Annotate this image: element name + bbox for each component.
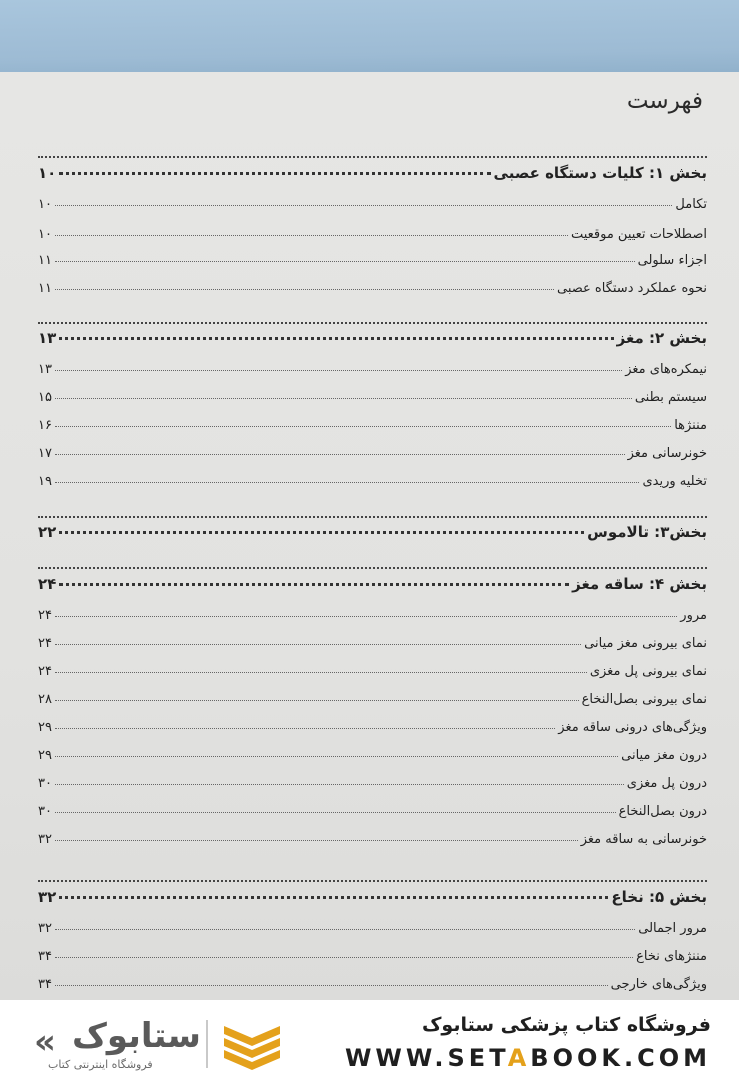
book-stack-icon [220,1018,284,1070]
toc-page-number: ۳۴ [38,977,52,992]
toc-entry[interactable] [38,281,707,296]
store-footer [0,1000,739,1080]
dot-leader [55,928,635,930]
logo-chevron-icon: « [34,1022,56,1062]
toc-entry[interactable] [38,720,707,735]
url-accent-letter: A [507,1044,531,1072]
toc-entry-label: بخش ۱: کلیات دستگاه عصبی [493,164,707,182]
dot-leader [55,288,554,290]
toc-entry[interactable] [38,949,707,964]
dot-leader [55,699,579,701]
toc-entry[interactable] [38,776,707,791]
dot-leader [55,481,640,483]
url-prefix: WWW.SET [344,1044,508,1072]
toc-entry[interactable] [38,474,707,489]
toc-entry[interactable] [38,921,707,936]
section-separator [38,880,707,882]
toc-entry[interactable] [38,977,707,992]
dot-leader [55,234,568,236]
dot-leader [59,171,490,175]
toc-entry-label: درون مغز میانی [621,748,707,763]
dot-leader [55,755,618,757]
toc-page-number: ۱۳ [38,362,52,377]
table-of-contents-page [0,72,739,1000]
toc-entry[interactable] [38,362,707,377]
toc-entry-label: مننژها [674,418,707,433]
toc-entry-label: خونرسانی به ساقه مغز [580,832,707,847]
dot-leader [55,397,632,399]
toc-entry-label: اجزاء سلولی [637,253,707,268]
dot-leader [55,369,622,371]
toc-section-entry[interactable] [38,164,707,182]
section-separator [38,516,707,518]
toc-entry[interactable] [38,390,707,405]
toc-entry-label: بخش ۴: ساقه مغز [572,575,707,593]
dot-leader [59,336,613,340]
toc-entry[interactable] [38,692,707,707]
toc-entry[interactable] [38,418,707,433]
dot-leader [55,260,635,262]
toc-page-number: ۱۳ [38,329,57,347]
section-separator [38,322,707,324]
toc-page-number: ۳۰ [38,776,52,791]
dot-leader [55,425,671,427]
toc-list [0,72,739,1000]
dot-leader [55,783,624,785]
dot-leader [59,895,608,899]
toc-section-entry[interactable] [38,329,707,347]
toc-page-number: ۲۴ [38,636,52,651]
section-separator [38,567,707,569]
toc-page-number: ۲۸ [38,692,52,707]
toc-page-number: ۱۹ [38,474,52,489]
dot-leader [55,204,672,206]
toc-page-number: ۲۴ [38,608,52,623]
dot-leader [55,956,633,958]
toc-page-number: ۳۲ [38,888,57,906]
toc-entry[interactable] [38,636,707,651]
dot-leader [55,453,625,455]
toc-page-number: ۲۲ [38,523,57,541]
toc-entry[interactable] [38,446,707,461]
toc-entry-label: بخش ۲: مغز [616,329,707,347]
toc-page-number: ۳۲ [38,832,52,847]
toc-entry[interactable] [38,664,707,679]
toc-page-number: ۱۰ [38,164,57,182]
store-url[interactable] [345,1044,711,1072]
dot-leader [55,727,555,729]
toc-entry-label: بخش ۵: نخاع [611,888,707,906]
toc-entry-label: نحوه عملکرد دستگاه عصبی [557,281,707,296]
toc-entry[interactable] [38,608,707,623]
toc-page-number: ۱۶ [38,418,52,433]
toc-entry-label: درون بصل‌النخاع [618,804,707,819]
toc-page-number: ۲۴ [38,575,57,593]
toc-page-number: ۱۵ [38,390,52,405]
setabook-logo [34,1016,204,1072]
dot-leader [55,984,608,986]
dot-leader [55,811,616,813]
store-name: فروشگاه کتاب پزشکی ستابوک [421,1014,711,1036]
toc-entry-label: نمای بیرونی بصل‌النخاع [581,692,707,707]
toc-page-number: ۲۴ [38,664,52,679]
logo-divider [206,1020,208,1068]
toc-entry-label: مرور اجمالی [638,921,707,936]
toc-page-number: ۱۰ [38,227,52,242]
toc-entry-label: خونرسانی مغز [627,446,707,461]
toc-entry-label: مننژهای نخاع [636,949,707,964]
toc-entry[interactable] [38,197,707,212]
url-suffix: BOOK.COM [530,1044,711,1072]
toc-page-number: ۲۹ [38,720,52,735]
dot-leader [55,671,587,673]
toc-entry[interactable] [38,227,707,242]
toc-entry-label: اصطلاحات تعیین موقعیت [570,227,707,242]
logo-wordmark: ستابوک [72,1016,201,1056]
toc-section-entry[interactable] [38,523,707,541]
toc-page-number: ۳۰ [38,804,52,819]
toc-entry-label: تخلیه وریدی [642,474,707,489]
toc-entry-label: مرور [680,608,707,623]
dot-leader [55,615,677,617]
toc-page-number: ۱۱ [38,253,52,268]
toc-entry-label: نمای بیرونی پل مغزی [589,664,707,679]
toc-entry[interactable] [38,748,707,763]
toc-page-number: ۳۲ [38,921,52,936]
toc-page-number: ۱۷ [38,446,52,461]
toc-entry-label: سیستم بطنی [634,390,707,405]
toc-entry-label: بخش۳: تالاموس [587,523,707,541]
toc-entry[interactable] [38,804,707,819]
toc-entry-label: تکامل [675,197,707,212]
section-separator [38,156,707,158]
toc-title: فهرست [626,88,703,114]
toc-entry-label: ویژگی‌های خارجی [610,977,707,992]
toc-page-number: ۱۱ [38,281,52,296]
toc-entry[interactable] [38,253,707,268]
toc-entry-label: درون پل مغزی [626,776,707,791]
dot-leader [55,839,578,841]
dot-leader [59,582,569,586]
toc-entry-label: ویژگی‌های درونی ساقه مغز [558,720,707,735]
toc-section-entry[interactable] [38,575,707,593]
dot-leader [55,643,581,645]
logo-subtitle: فروشگاه اینترنتی کتاب [48,1058,153,1071]
toc-entry-label: نمای بیرونی مغز میانی [584,636,707,651]
toc-page-number: ۲۹ [38,748,52,763]
toc-entry[interactable] [38,832,707,847]
dot-leader [59,530,584,534]
toc-section-entry[interactable] [38,888,707,906]
toc-entry-label: نیمکره‌های مغز [625,362,707,377]
toc-page-number: ۱۰ [38,197,52,212]
toc-page-number: ۳۴ [38,949,52,964]
